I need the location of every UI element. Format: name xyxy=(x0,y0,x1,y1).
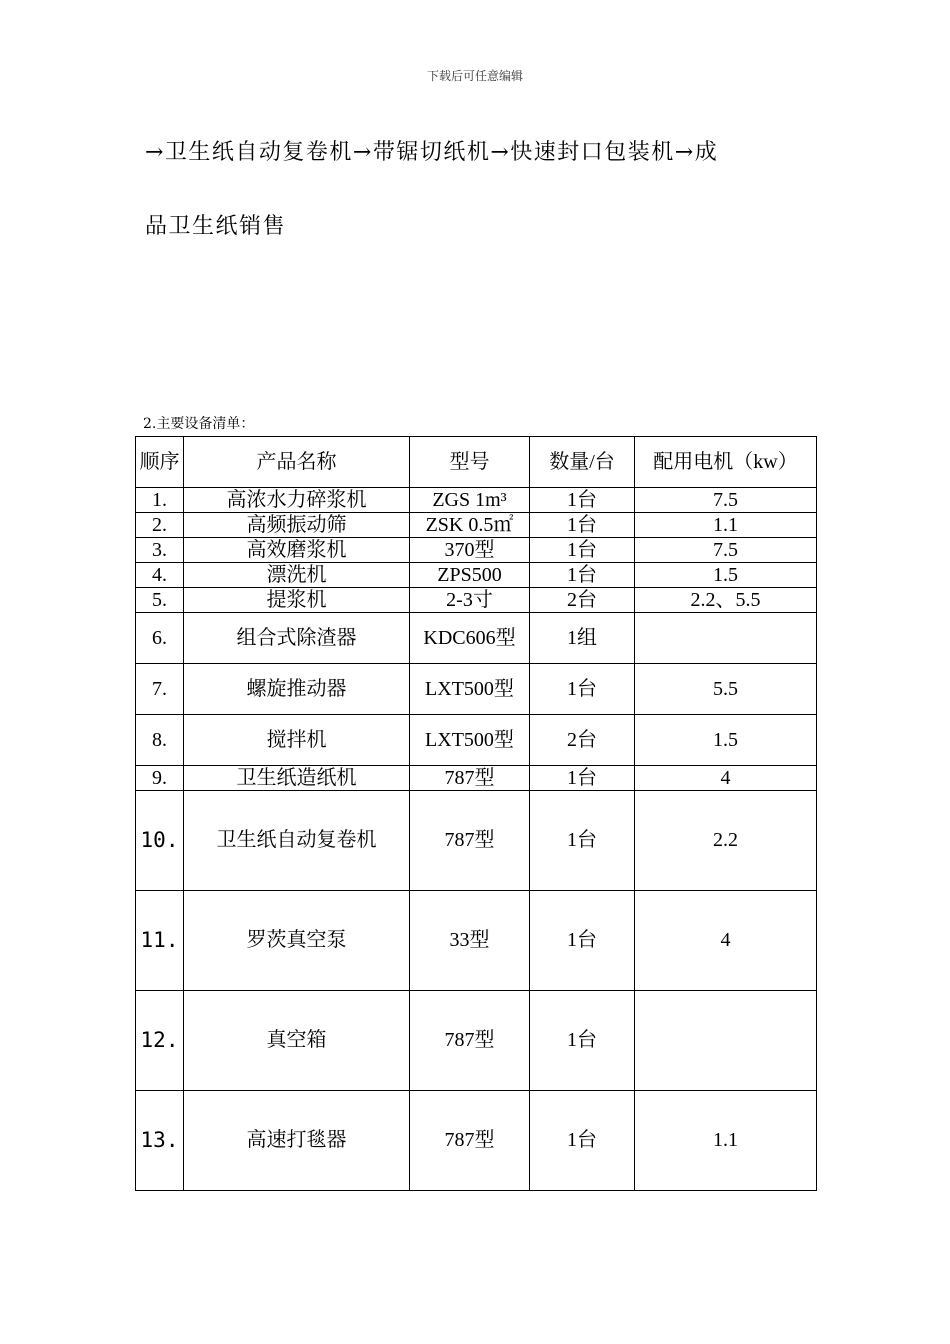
cell-name: 螺旋推动器 xyxy=(184,664,410,715)
cell-motor: 5.5 xyxy=(635,664,817,715)
process-flow-line-1: →卫生纸自动复卷机→带锯切纸机→快速封口包装机→成 xyxy=(145,140,719,165)
cell-seq: 9. xyxy=(136,766,184,791)
cell-seq: 5. xyxy=(136,588,184,613)
table-row xyxy=(136,664,817,715)
cell-name: 卫生纸造纸机 xyxy=(184,766,410,791)
cell-motor xyxy=(635,613,817,664)
header-model: 型号 xyxy=(410,437,530,488)
cell-seq: 1. xyxy=(136,488,184,513)
cell-name: 高效磨浆机 xyxy=(184,538,410,563)
cell-model: 787型 xyxy=(410,1091,530,1191)
cell-qty: 1台 xyxy=(530,1091,635,1191)
cell-seq: 8. xyxy=(136,715,184,766)
table-row xyxy=(136,891,817,991)
cell-motor: 4 xyxy=(635,766,817,791)
cell-model: KDC606型 xyxy=(410,613,530,664)
cell-motor: 1.5 xyxy=(635,715,817,766)
cell-name: 高浓水力碎浆机 xyxy=(184,488,410,513)
cell-name: 搅拌机 xyxy=(184,715,410,766)
cell-motor: 7.5 xyxy=(635,538,817,563)
cell-seq: 2. xyxy=(136,513,184,538)
cell-model: LXT500型 xyxy=(410,715,530,766)
section-title: 2.主要设备清单： xyxy=(143,416,255,432)
cell-model: ZSK 0.5㎡ xyxy=(410,513,530,538)
table-row xyxy=(136,488,817,513)
cell-name: 真空箱 xyxy=(184,991,410,1091)
cell-seq: 3. xyxy=(136,538,184,563)
page-header-note: 下载后可任意编辑 xyxy=(426,69,523,83)
cell-model: 2-3寸 xyxy=(410,588,530,613)
cell-qty: 1台 xyxy=(530,513,635,538)
cell-model: LXT500型 xyxy=(410,664,530,715)
cell-motor: 1.1 xyxy=(635,1091,817,1191)
cell-seq: 7. xyxy=(136,664,184,715)
cell-qty: 1台 xyxy=(530,991,635,1091)
cell-seq: 13. xyxy=(136,1091,184,1191)
table-row xyxy=(136,766,817,791)
cell-qty: 1台 xyxy=(530,563,635,588)
cell-qty: 1台 xyxy=(530,538,635,563)
cell-name: 高频振动筛 xyxy=(184,513,410,538)
table-header-row xyxy=(136,437,817,488)
cell-seq: 11. xyxy=(136,891,184,991)
cell-motor: 1.1 xyxy=(635,513,817,538)
cell-motor: 2.2、5.5 xyxy=(635,588,817,613)
table-row xyxy=(136,1091,817,1191)
cell-model: 787型 xyxy=(410,766,530,791)
cell-seq: 12. xyxy=(136,991,184,1091)
cell-motor: 4 xyxy=(635,891,817,991)
cell-seq: 10. xyxy=(136,791,184,891)
cell-motor: 7.5 xyxy=(635,488,817,513)
table-row xyxy=(136,538,817,563)
table-row xyxy=(136,791,817,891)
cell-name: 罗茨真空泵 xyxy=(184,891,410,991)
cell-qty: 1台 xyxy=(530,664,635,715)
cell-seq: 4. xyxy=(136,563,184,588)
cell-motor: 2.2 xyxy=(635,791,817,891)
header-name: 产品名称 xyxy=(184,437,410,488)
cell-name: 漂洗机 xyxy=(184,563,410,588)
cell-model: 33型 xyxy=(410,891,530,991)
equipment-table xyxy=(135,436,817,1191)
cell-qty: 1组 xyxy=(530,613,635,664)
table-row xyxy=(136,513,817,538)
header-seq: 顺序 xyxy=(136,437,184,488)
cell-qty: 1台 xyxy=(530,488,635,513)
table-row xyxy=(136,563,817,588)
cell-name: 组合式除渣器 xyxy=(184,613,410,664)
table-row xyxy=(136,991,817,1091)
cell-qty: 1台 xyxy=(530,891,635,991)
cell-motor xyxy=(635,991,817,1091)
cell-model: 787型 xyxy=(410,791,530,891)
table-row xyxy=(136,588,817,613)
cell-qty: 1台 xyxy=(530,791,635,891)
cell-name: 提浆机 xyxy=(184,588,410,613)
cell-model: ZGS 1m³ xyxy=(410,488,530,513)
cell-motor: 1.5 xyxy=(635,563,817,588)
table-row xyxy=(136,715,817,766)
cell-model: ZPS500 xyxy=(410,563,530,588)
cell-qty: 2台 xyxy=(530,715,635,766)
header-motor: 配用电机（kw） xyxy=(635,437,817,488)
cell-seq: 6. xyxy=(136,613,184,664)
table-row xyxy=(136,613,817,664)
process-flow-line-2: 品卫生纸销售 xyxy=(145,214,287,239)
cell-qty: 1台 xyxy=(530,766,635,791)
cell-model: 370型 xyxy=(410,538,530,563)
cell-model: 787型 xyxy=(410,991,530,1091)
cell-qty: 2台 xyxy=(530,588,635,613)
cell-name: 卫生纸自动复卷机 xyxy=(184,791,410,891)
header-qty: 数量/台 xyxy=(530,437,635,488)
cell-name: 高速打毯器 xyxy=(184,1091,410,1191)
